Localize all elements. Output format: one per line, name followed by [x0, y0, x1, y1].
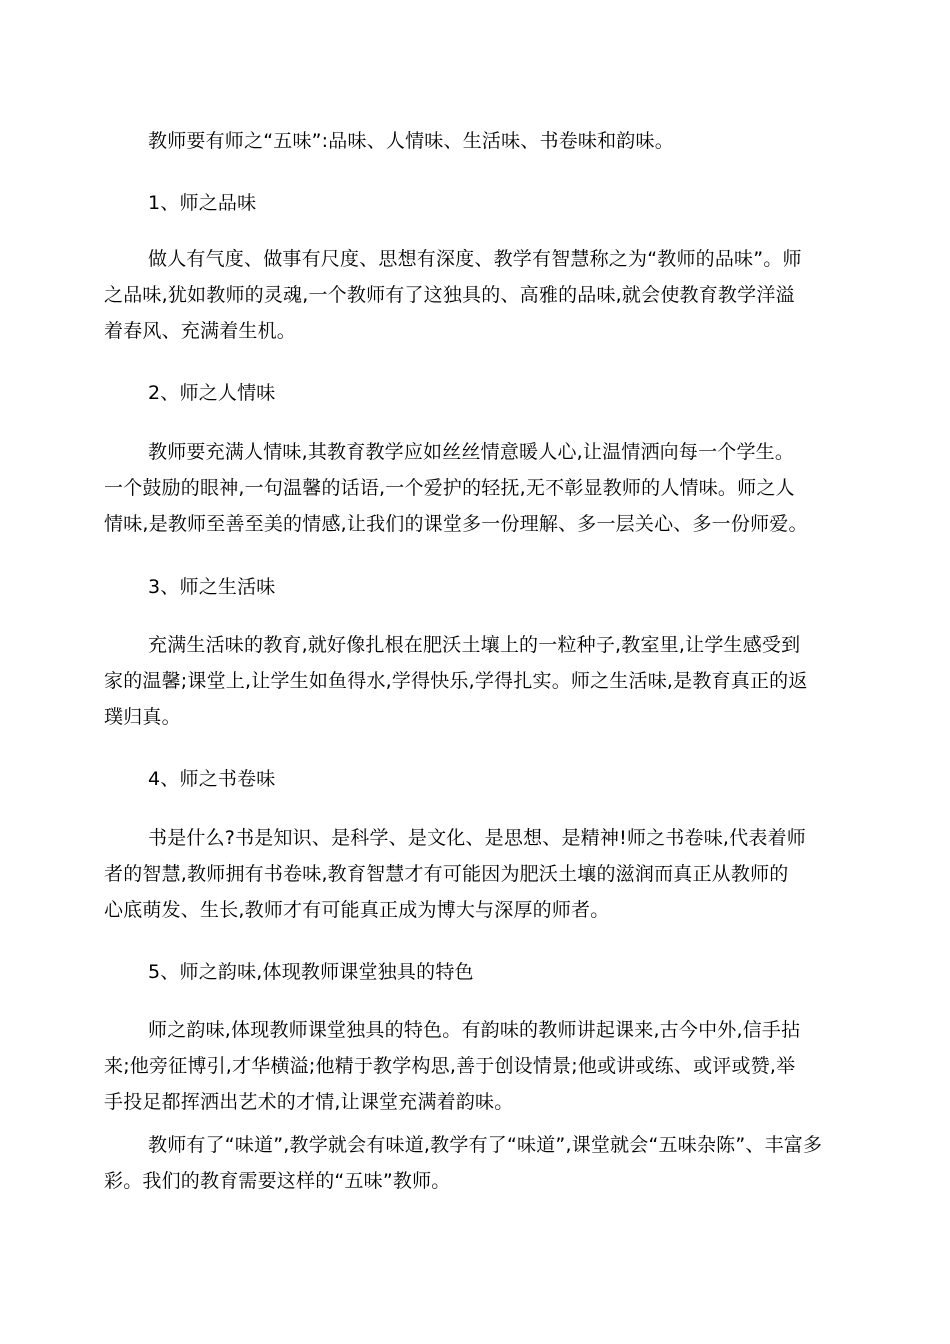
paragraph-line: 教师要充满人情味,其教育教学应如丝丝情意暖人心,让温情洒向每一个学生。	[148, 441, 795, 463]
paragraph-line: 璞归真。	[104, 706, 181, 728]
paragraph-line: 充满生活味的教育,就好像扎根在肥沃土壤上的一粒种子,教室里,让学生感受到	[148, 634, 801, 656]
section-5-heading	[104, 954, 844, 990]
paragraph-line: 者的智慧,教师拥有书卷味,教育智慧才有可能因为肥沃土壤的滋润而真正从教师的	[104, 863, 789, 885]
paragraph-line: 来;他旁征博引,才华横溢;他精于教学构思,善于创设情景;他或讲或练、或评或赞,举	[104, 1055, 796, 1077]
section-1-heading	[104, 185, 844, 221]
paragraph-line: 一个鼓励的眼神,一句温馨的话语,一个爱护的轻抚,无不彰显教师的人情味。师之人	[104, 477, 795, 499]
paragraph-line: 彩。我们的教育需要这样的“五味”教师。	[104, 1170, 451, 1192]
intro-paragraph	[104, 123, 844, 159]
paragraph-line: 家的温馨;课堂上,让学生如鱼得水,学得快乐,学得扎实。师之生活味,是教育真正的返	[104, 670, 808, 692]
paragraph-line: 教师有了“味道”,教学就会有味道,教学有了“味道”,课堂就会“五味杂陈”、丰富多	[148, 1134, 823, 1156]
heading-text: 3、师之生活味	[148, 576, 276, 598]
paragraph-line: 之品味,犹如教师的灵魂,一个教师有了这独具的、高雅的品味,就会使教育教学洋溢	[104, 284, 795, 306]
section-4-paragraph	[104, 820, 844, 928]
conclusion-paragraph	[104, 1127, 844, 1199]
section-3-paragraph	[104, 627, 844, 735]
section-4-heading	[104, 761, 844, 797]
paragraph-line: 手投足都挥洒出艺术的才情,让课堂充满着韵味。	[104, 1091, 514, 1113]
heading-text: 1、师之品味	[148, 192, 257, 214]
intro-text: 教师要有师之“五味”:品味、人情味、生活味、书卷味和韵味。	[148, 130, 674, 152]
heading-text: 4、师之书卷味	[148, 768, 276, 790]
section-2-heading	[104, 375, 844, 411]
heading-text: 2、师之人情味	[148, 382, 276, 404]
section-2-paragraph	[104, 434, 844, 542]
section-3-heading	[104, 569, 844, 605]
paragraph-line: 做人有气度、做事有尺度、思想有深度、教学有智慧称之为“教师的品味”。师	[148, 248, 802, 270]
paragraph-line: 心底萌发、生长,教师才有可能真正成为博大与深厚的师者。	[104, 899, 610, 921]
paragraph-line: 着春风、充满着生机。	[104, 320, 297, 342]
paragraph-line: 情味,是教师至善至美的情感,让我们的课堂多一份理解、多一层关心、多一份师爱。	[104, 513, 808, 535]
paragraph-line: 师之韵味,体现教师课堂独具的特色。有韵味的教师讲起课来,古今中外,信手拈	[148, 1019, 801, 1041]
heading-text: 5、师之韵味,体现教师课堂独具的特色	[148, 961, 474, 983]
section-1-paragraph	[104, 241, 844, 349]
section-5-paragraph	[104, 1012, 844, 1120]
paragraph-line: 书是什么?书是知识、是科学、是文化、是思想、是精神!师之书卷味,代表着师	[148, 827, 806, 849]
